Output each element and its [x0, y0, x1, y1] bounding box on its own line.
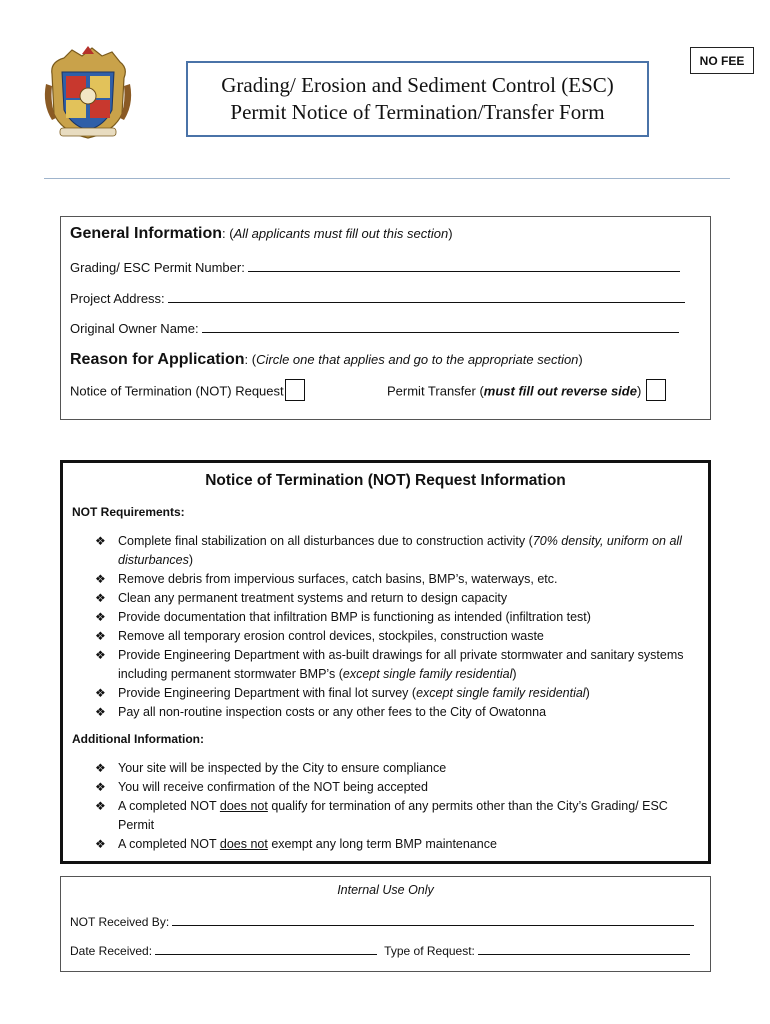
additional-information-heading: Additional Information:: [72, 732, 204, 746]
not-request-checkbox[interactable]: [285, 379, 305, 401]
list-item: ❖ Your site will be inspected by the City to ensure compliance: [95, 759, 700, 778]
list-item: ❖ You will receive confirmation of the NOT being accepted: [95, 778, 700, 797]
form-title-line2: Permit Notice of Termination/Transfer Form: [230, 100, 605, 124]
project-address-row: [70, 290, 685, 306]
diamond-bullet-icon: ❖: [95, 705, 106, 719]
internal-use-title: Internal Use Only: [337, 883, 434, 897]
list-item: ❖ Clean any permanent treatment systems and return to design capacity: [95, 589, 700, 608]
list-item: ❖ Provide Engineering Department with final lot survey (except single family residential): [95, 684, 700, 703]
date-received-field[interactable]: [155, 942, 377, 955]
reason-heading-note: Circle one that applies and go to the appropriate section: [256, 352, 579, 367]
diamond-bullet-icon: ❖: [95, 780, 106, 794]
diamond-bullet-icon: ❖: [95, 648, 106, 662]
not-requirements-list: [95, 532, 700, 722]
diamond-bullet-icon: ❖: [95, 686, 106, 700]
form-title-line1: Grading/ Erosion and Sediment Control (ESC): [221, 73, 614, 97]
permit-number-label: Grading/ ESC Permit Number:: [70, 260, 245, 275]
no-fee-badge: NO FEE: [690, 47, 754, 74]
permit-transfer-checkbox[interactable]: [646, 379, 666, 401]
diamond-bullet-icon: ❖: [95, 837, 106, 851]
type-of-request-field[interactable]: [478, 942, 690, 955]
list-item: ❖ Complete final stabilization on all disturbances due to construction activity (70% density, uniform on all disturbances): [95, 534, 682, 567]
permit-number-row: [70, 259, 680, 275]
list-item: ❖ Provide documentation that infiltration BMP is functioning as intended (infiltration test): [95, 608, 700, 627]
option-permit-transfer: Permit Transfer (must fill out reverse side): [387, 383, 666, 401]
not-request-section: [60, 460, 711, 864]
diamond-bullet-icon: ❖: [95, 591, 106, 605]
general-heading-note: All applicants must fill out this section: [233, 226, 449, 241]
city-crest-icon: [42, 44, 134, 140]
owner-name-field[interactable]: [202, 320, 679, 333]
received-by-label: NOT Received By:: [70, 915, 170, 929]
owner-name-label: Original Owner Name:: [70, 321, 199, 336]
date-received-label: Date Received:: [70, 944, 153, 958]
date-type-row: [70, 942, 690, 958]
not-requirements-heading: NOT Requirements:: [72, 505, 185, 519]
project-address-label: Project Address:: [70, 291, 165, 306]
diamond-bullet-icon: ❖: [95, 629, 106, 643]
not-section-title: Notice of Termination (NOT) Request Information: [205, 472, 566, 489]
general-heading: General Information: (All applicants must fill out this section): [70, 225, 453, 242]
list-item: ❖ Pay all non-routine inspection costs or any other fees to the City of Owatonna: [95, 703, 700, 722]
diamond-bullet-icon: ❖: [95, 572, 106, 586]
list-item: ❖ Remove all temporary erosion control devices, stockpiles, construction waste: [95, 627, 700, 646]
option-not-request: [70, 383, 305, 401]
list-item: ❖ A completed NOT does not exempt any long term BMP maintenance: [95, 835, 700, 854]
additional-information-list: [95, 759, 700, 854]
list-item: ❖ Provide Engineering Department with as-built drawings for all private stormwater and sanitary systems including permanent stormwater BMP’s (except single family residential): [95, 648, 684, 681]
received-by-field[interactable]: [172, 913, 694, 926]
diamond-bullet-icon: ❖: [95, 761, 106, 775]
form-title: [186, 61, 649, 137]
general-information-section: [60, 216, 711, 420]
list-item: ❖ A completed NOT does not qualify for termination of any permits other than the City’s Grading/ ESC Permit: [95, 799, 668, 832]
owner-name-row: [70, 320, 679, 336]
permit-number-field[interactable]: [248, 259, 680, 272]
header-divider: [44, 178, 730, 179]
list-item: ❖ Remove debris from impervious surfaces, catch basins, BMP’s, waterways, etc.: [95, 570, 700, 589]
internal-use-section: [60, 876, 711, 972]
diamond-bullet-icon: ❖: [95, 610, 106, 624]
diamond-bullet-icon: ❖: [95, 534, 106, 548]
option-transfer-emphasis: must fill out reverse side: [483, 383, 637, 399]
diamond-bullet-icon: ❖: [95, 799, 106, 813]
received-by-row: [70, 913, 694, 929]
option-not-label: Notice of Termination (NOT) Request: [70, 383, 284, 399]
reason-heading: Reason for Application: (Circle one that applies and go to the appropriate section): [70, 351, 583, 368]
type-of-request-label: Type of Request:: [384, 944, 475, 958]
project-address-field[interactable]: [168, 290, 685, 303]
